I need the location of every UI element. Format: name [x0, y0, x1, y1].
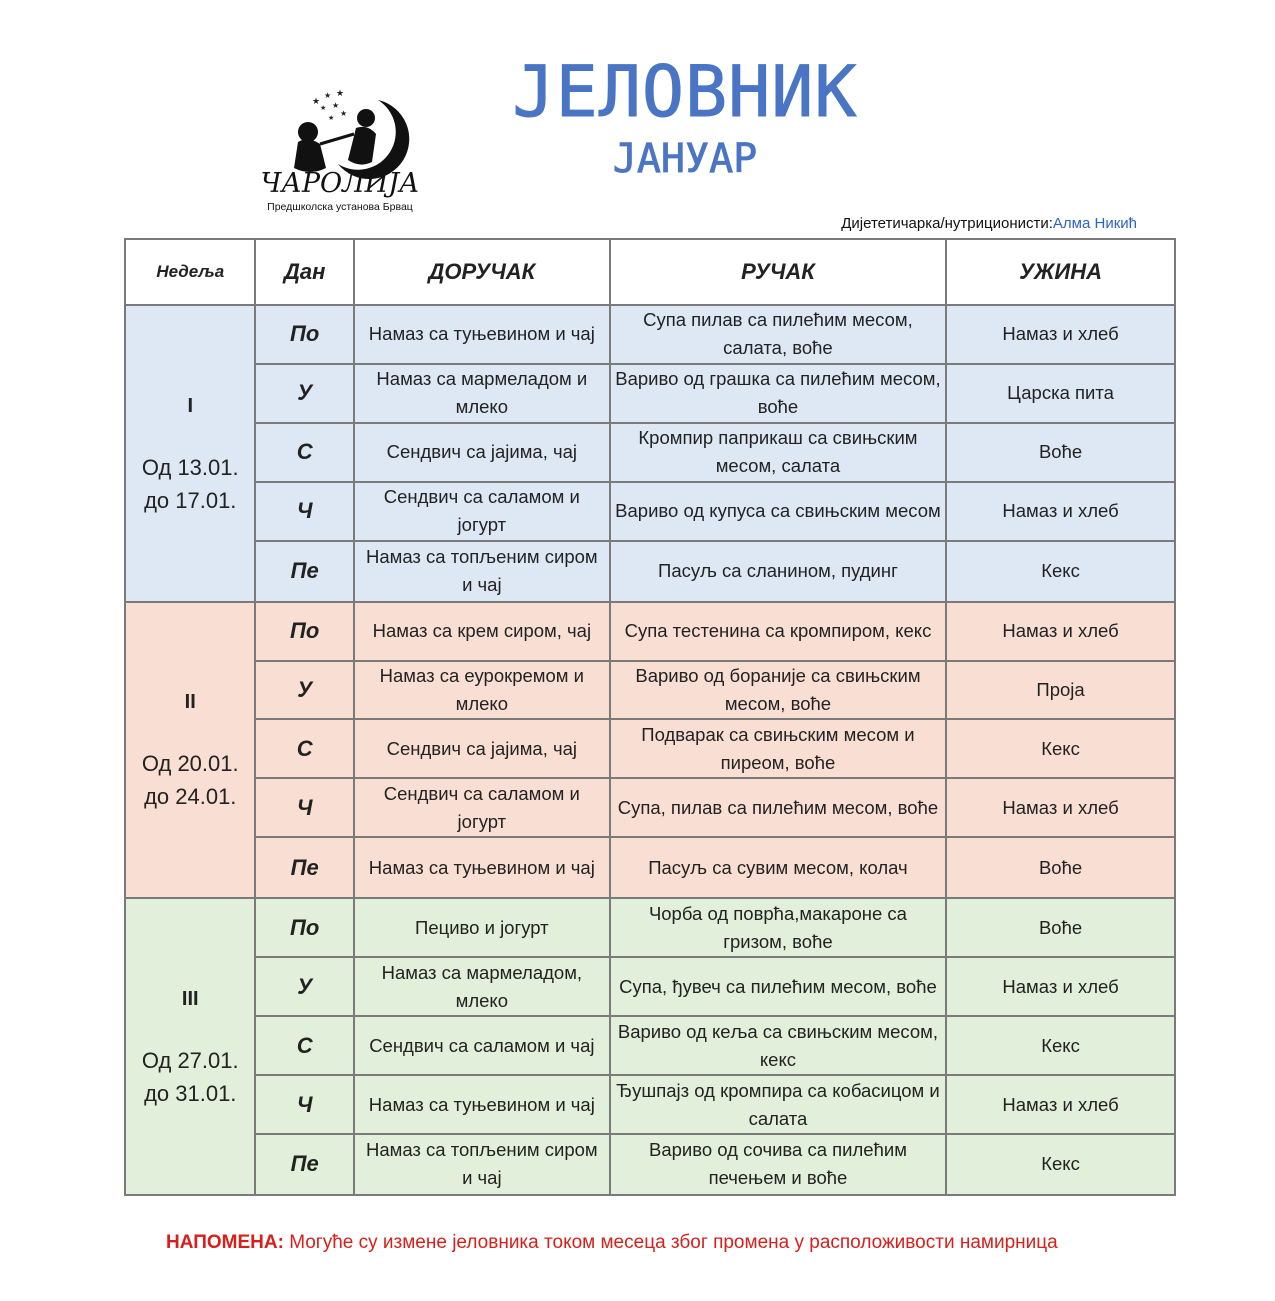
snack-cell: Намаз и хлеб: [947, 603, 1174, 660]
kindergarten-logo: [228, 72, 452, 220]
lunch-cell: Вариво од купуса са свињским месом: [611, 483, 945, 540]
header-lunch: РУЧАК: [611, 240, 945, 304]
svg-text:★: ★: [340, 109, 348, 118]
lunch-cell: Подварак са свињским месом и пиреом, воће: [611, 720, 945, 777]
lunch-cell: Супа тестенина са кромпиром, кекс: [611, 603, 945, 660]
logo-name: ЧАРОЛИЈА: [260, 168, 420, 199]
breakfast-cell: Намаз са мармеладом и млеко: [355, 365, 609, 422]
snack-cell: Царска пита: [947, 365, 1174, 422]
lunch-cell: Чорба од поврћа,макароне са гризом, воће: [611, 899, 945, 956]
day-cell: У: [256, 958, 352, 1015]
week-date-range: Од 13.01. до 17.01.: [141, 454, 239, 513]
lunch-cell: Супа пилав са пилећим месом, салата, воће: [611, 306, 945, 363]
menu-table: [124, 238, 1176, 1196]
snack-cell: Намаз и хлеб: [947, 779, 1174, 836]
breakfast-cell: Намаз са туњевином и чај: [355, 838, 609, 897]
lunch-cell: Супа, ђувеч са пилећим месом, воће: [611, 958, 945, 1015]
lunch-cell: Ђушпајз од кромпира са кобасицом и салата: [611, 1076, 945, 1133]
breakfast-cell: Сендвич са јајима, чај: [355, 720, 609, 777]
breakfast-cell: Сендвич са јајима, чај: [355, 424, 609, 481]
breakfast-cell: Намаз са еурокремом и млеко: [355, 662, 609, 719]
breakfast-cell: Намаз са туњевином и чај: [355, 306, 609, 363]
breakfast-cell: Намаз са мармеладом, млеко: [355, 958, 609, 1015]
header-row: [126, 240, 1174, 304]
snack-cell: Кекс: [947, 1135, 1174, 1194]
week-date-range: Од 20.01. до 24.01.: [141, 751, 239, 810]
week-cell: [126, 899, 254, 1194]
table-row: [126, 483, 1174, 540]
day-cell: Пе: [256, 838, 352, 897]
breakfast-cell: Сендвич са саламом и чај: [355, 1017, 609, 1074]
week-cell: [126, 603, 254, 898]
day-cell: С: [256, 1017, 352, 1074]
dietitian-name: Алма Никић: [1052, 215, 1137, 232]
svg-text:★: ★: [332, 101, 340, 110]
day-cell: У: [256, 662, 352, 719]
page-title: ЈЕЛОВНИК: [512, 51, 858, 133]
snack-cell: Воће: [947, 424, 1174, 481]
lunch-cell: Вариво од кеља са свињским месом, кекс: [611, 1017, 945, 1074]
table-row: [126, 958, 1174, 1015]
svg-text:★: ★: [320, 105, 327, 112]
table-row: [126, 720, 1174, 777]
week-number: I: [187, 394, 194, 417]
note-text: Могуће су измене јеловника током месеца због промена у расположивости намирница: [289, 1232, 1058, 1253]
week-cell: [126, 306, 254, 601]
snack-cell: Кекс: [947, 1017, 1174, 1074]
day-cell: По: [256, 603, 352, 660]
day-cell: Пе: [256, 1135, 352, 1194]
header-snack: УЖИНА: [947, 240, 1174, 304]
table-row: [126, 365, 1174, 422]
table-row: [126, 424, 1174, 481]
lunch-cell: Вариво од грашка са пилећим месом, воће: [611, 365, 945, 422]
svg-text:★: ★: [324, 91, 332, 100]
snack-cell: Намаз и хлеб: [947, 306, 1174, 363]
dietitian-label: Дијететичарка/нутриционисти:: [841, 215, 1053, 232]
note-label: НАПОМЕНА:: [166, 1232, 284, 1253]
breakfast-cell: Сендвич са саламом и јогурт: [355, 483, 609, 540]
table-row: [126, 1017, 1174, 1074]
table-row: [126, 662, 1174, 719]
header-day: Дан: [256, 240, 352, 304]
day-cell: У: [256, 365, 352, 422]
snack-cell: Проја: [947, 662, 1174, 719]
table-row: [126, 1076, 1174, 1133]
snack-cell: Воће: [947, 838, 1174, 897]
snack-cell: Намаз и хлеб: [947, 483, 1174, 540]
logo-graphic: [228, 72, 452, 220]
day-cell: Ч: [256, 779, 352, 836]
dietitian-line: [700, 214, 1137, 234]
logo-tagline: Предшколска установа Брвац: [267, 201, 413, 213]
table-row: [126, 306, 1174, 363]
header-week: Недеља: [126, 240, 254, 304]
breakfast-cell: Намаз са топљеним сиром и чај: [355, 542, 609, 601]
table-row: [126, 542, 1174, 601]
snack-cell: Кекс: [947, 720, 1174, 777]
note: [166, 1228, 1106, 1258]
breakfast-cell: Сендвич са саламом и јогурт: [355, 779, 609, 836]
snack-cell: Кекс: [947, 542, 1174, 601]
lunch-cell: Вариво од бораније са свињским месом, воће: [611, 662, 945, 719]
svg-text:★: ★: [312, 96, 321, 106]
lunch-cell: Супа, пилав са пилећим месом, воће: [611, 779, 945, 836]
breakfast-cell: Намаз са туњевином и чај: [355, 1076, 609, 1133]
day-cell: С: [256, 720, 352, 777]
breakfast-cell: Намаз са крем сиром, чај: [355, 603, 609, 660]
page-subtitle: ЈАНУАР: [612, 136, 758, 182]
breakfast-cell: Пециво и јогурт: [355, 899, 609, 956]
lunch-cell: Кромпир паприкаш са свињским месом, салата: [611, 424, 945, 481]
week-number: II: [184, 691, 196, 714]
svg-text:★: ★: [336, 88, 345, 98]
snack-cell: Намаз и хлеб: [947, 958, 1174, 1015]
day-cell: С: [256, 424, 352, 481]
day-cell: Ч: [256, 1076, 352, 1133]
week-number: III: [181, 988, 199, 1011]
table-row: [126, 899, 1174, 956]
star-icons: [312, 88, 347, 122]
lunch-cell: Вариво од сочива са пилећим печењем и воће: [611, 1135, 945, 1194]
table-row: [126, 838, 1174, 897]
week-date-range: Од 27.01. до 31.01.: [141, 1048, 239, 1107]
table-row: [126, 779, 1174, 836]
breakfast-cell: Намаз са топљеним сиром и чај: [355, 1135, 609, 1194]
day-cell: По: [256, 899, 352, 956]
lunch-cell: Пасуљ са сувим месом, колач: [611, 838, 945, 897]
day-cell: Ч: [256, 483, 352, 540]
snack-cell: Воће: [947, 899, 1174, 956]
day-cell: По: [256, 306, 352, 363]
table-row: [126, 603, 1174, 660]
lunch-cell: Пасуљ са сланином, пудинг: [611, 542, 945, 601]
header-breakfast: ДОРУЧАК: [355, 240, 609, 304]
svg-text:★: ★: [328, 115, 335, 122]
table-row: [126, 1135, 1174, 1194]
day-cell: Пе: [256, 542, 352, 601]
snack-cell: Намаз и хлеб: [947, 1076, 1174, 1133]
